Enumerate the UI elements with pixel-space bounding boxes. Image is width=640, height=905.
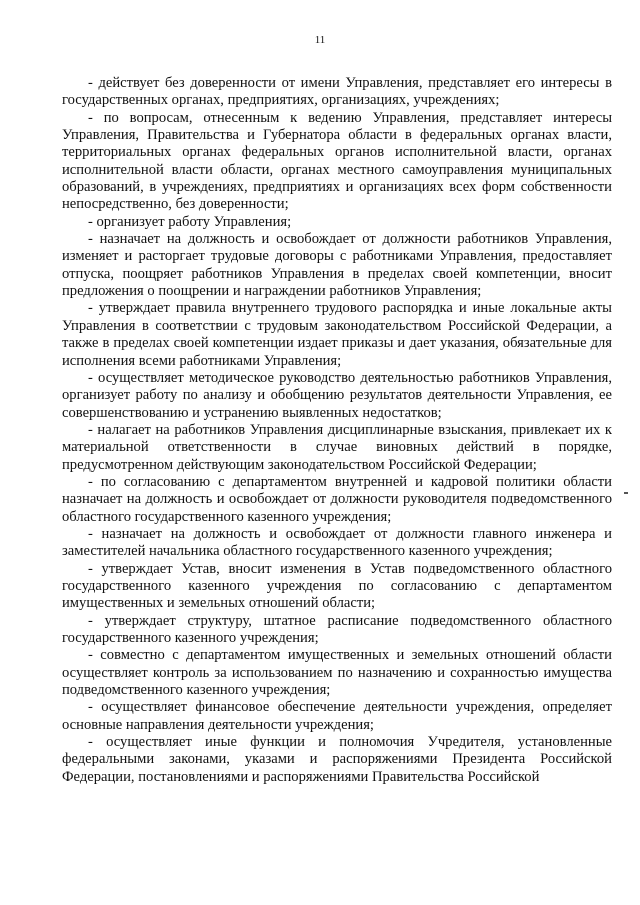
paragraph-14: - осуществляет иные функции и полномочия Учредителя, установленные федеральными законами, указами и распоряжениями Президента Российской Федерации, постановлениями и распоряжениями Правительства Российской xyxy=(62,734,612,785)
paragraph-9: - назначает на должность и освобождает от должности главного инженера и заместителей начальника областного государственного казенного учреждения; xyxy=(62,525,612,560)
paragraph-11: - утверждает структуру, штатное расписание подведомственного областного государственного казенного учреждения; xyxy=(62,612,612,646)
document-body xyxy=(62,75,612,786)
page-number: 11 xyxy=(314,34,326,46)
paragraph-6: - осуществляет методическое руководство деятельностью работников Управления, организует работу по анализу и обобщению результатов деятельности Управления, ее совершенствованию и устранению выявленных недостатков; xyxy=(62,369,612,421)
paragraph-8: - по согласованию с департаментом внутренней и кадровой политики области назначает на должность и освобождает от должности руководителя подведомственного областного государственного казенного учреждения; xyxy=(62,473,612,525)
paragraph-7: - налагает на работников Управления дисциплинарные взыскания, привлекает их к материальной ответственности в случае виновных действий в порядке, предусмотренном действующим законодательством Российской Федерации; xyxy=(62,421,612,473)
paragraph-10: - утверждает Устав, вносит изменения в Устав подведомственного областного государственного казенного учреждения по согласованию с департаментом имущественных и земельных отношений области; xyxy=(62,560,612,612)
paragraph-5: - утверждает правила внутреннего трудового распорядка и иные локальные акты Управления в соответствии с трудовым законодательством Российской Федерации, а также в пределах своей компетенции издает приказы и дает указания, обязательные для исполнения всеми работниками Управления; xyxy=(62,300,612,369)
paragraph-1: - действует без доверенности от имени Управления, представляет его интересы в государственных органах, предприятиях, организациях, учреждениях; xyxy=(62,75,612,109)
paragraph-2: - по вопросам, отнесенным к ведению Управления, представляет интересы Управления, Правительства и Губернатора области в федеральных органах власти, территориальных органах федеральных органов исполнительной власти, органах исполнительной власти области, органах местного самоуправления муниципальных образований, в учреждениях, предприятиях и организациях всех форм собственности непосредственно, без доверенности; xyxy=(62,109,612,213)
margin-mark xyxy=(624,492,628,494)
paragraph-13: - осуществляет финансовое обеспечение деятельности учреждения, определяет основные направления деятельности учреждения; xyxy=(62,699,612,733)
paragraph-4: - назначает на должность и освобождает от должности работников Управления, изменяет и расторгает трудовые договоры с работниками Управления, предоставляет отпуска, поощряет работников Управления в пределах своей компетенции, вносит предложения о поощрении и награждении работников Управления; xyxy=(62,231,612,300)
paragraph-3: - организует работу Управления; xyxy=(88,213,292,230)
paragraph-12: - совместно с департаментом имущественных и земельных отношений области осуществляет контроль за использованием по назначению и сохранностью имущества подведомственного казенного учреждения; xyxy=(62,647,612,699)
